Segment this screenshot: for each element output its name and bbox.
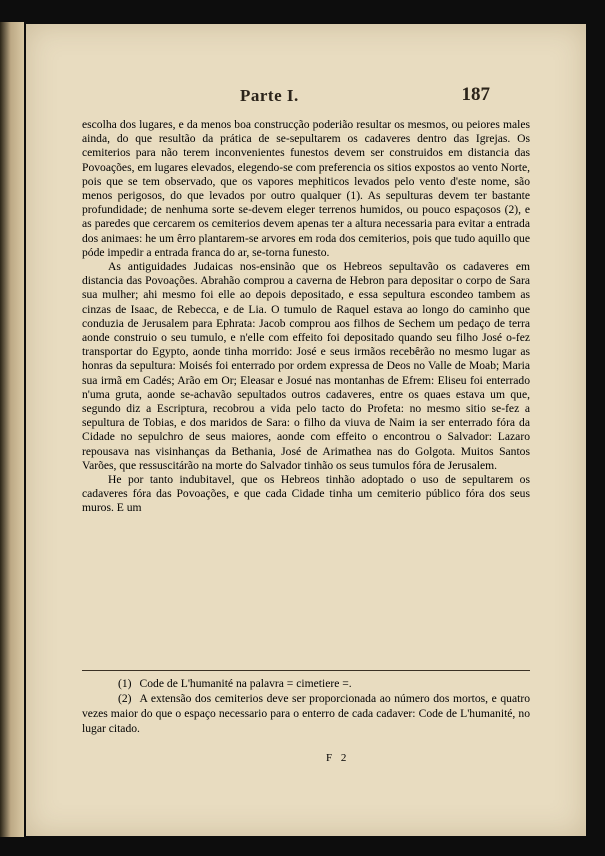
body-text [82, 118, 530, 516]
facing-page-edge [0, 22, 24, 837]
footnote-mark: (2) [118, 692, 132, 705]
paragraph-continuation: escolha dos lugares, e da menos boa construcção poderião resultar os mesmos, ou peiores males ainda, do que resultão da prática de se-sepultarem os cadaveres dentro das Igrejas. Os cemiterios para não terem inconvenientes funestos devem ser construidos em distancia das Povoações, em lugares elevados, elegendo-se com preferencia os sitios expostos ao vento Norte, pois que se tem observado, que os vapores mephiticos levados pelo vento d'este nome, são menos perigosos, do que levados por outro qualquer (1). As sepulturas devem ter bastante profundidade; de nenhuma sorte se-devem eleger terrenos humidos, ou pouco espaçosos (2), e as paredes que cercarem os cemiterios devem apenas ter a altura necessaria para evitar a entrada dos animaes: he um êrro plantarem-se arvores em roda dos cemiterios, pois que tudo aquillo que póde impedir a entrada franca do ar, se-torna funesto. [82, 118, 530, 259]
paragraph: As antiguidades Judaicas nos-ensinão que os Hebreos sepultavão os cadaveres em distancia das Povoações. Abrahão comprou a caverna de Hebron para depositar o corpo de Sara sua mulher; ahi mesmo foi elle ao depois depositado, e essa sepultura escondeo tambem as cinzas de Isaac, de Rebecca, e de Lia. O tumulo de Raquel estava ao longo do caminho que conduzia de Jerusalem para Ephrata: Jacob comprou aos filhos de Sechem um pedaço de terra aonde construio o seu tumulo, e n'elle com effeito foi depositado quando seu filho José o-fez transportar do Egypto, aonde tinha morrido: José e seus irmãos recebêrão no mesmo lugar as honras da sepultura: Moisés foi enterrado por ordem expressa de Deos no Valle de Moab; Maria sua irmã em Cadés; Arão em Or; Eleasar e Josué nas montanhas de Efrem: Eliseu foi enterrado n'uma gruta, aonde se-achavão sepultados outros cadaveres, entre os quaes estava um que, segundo diz a Escriptura, recobrou a vida pelo tacto do Profeta: no mesmo sitio se-fez a sepultura de Tobias, e dos maridos de Sara: o filho da viuva de Naim ia ser enterrado fóra da Cidade no sepulchro de seus maiores, aonde com effeito o encontrou o Salvador: Lazaro repousava nas visinhanças da Bethania, José de Arimathea nas do Golgota. Muitos Santos Varões, que ressuscitárão na morte do Salvador tinhão os seus tumulos fóra de Jerusalem. [82, 260, 530, 472]
footnotes [82, 676, 530, 736]
signature-mark: F 2 [326, 752, 350, 764]
footnote [82, 691, 530, 736]
paragraph: He por tanto indubitavel, que os Hebreos tinhão adoptado o uso de sepultarem os cadaveres fóra das Povoações, e que cada Cidade tinha um cemiterio público fóra dos seus muros. E um [82, 473, 530, 515]
footnote-rule [82, 670, 530, 671]
footnote [82, 676, 530, 691]
running-head [26, 86, 586, 108]
running-head-title: Parte I. [240, 86, 299, 105]
footnote-text: A extensão dos cemiterios deve ser proporcionada ao número dos mortos, e quatro vezes maior do que o espaço necessario para o enterro de cada cadaver: Code de L'humanité, no lugar citado. [82, 692, 530, 735]
footnote-mark: (1) [118, 677, 132, 690]
footnote-text: Code de L'humanité na palavra = cimetiere =. [139, 677, 352, 690]
page-number: 187 [461, 84, 490, 105]
